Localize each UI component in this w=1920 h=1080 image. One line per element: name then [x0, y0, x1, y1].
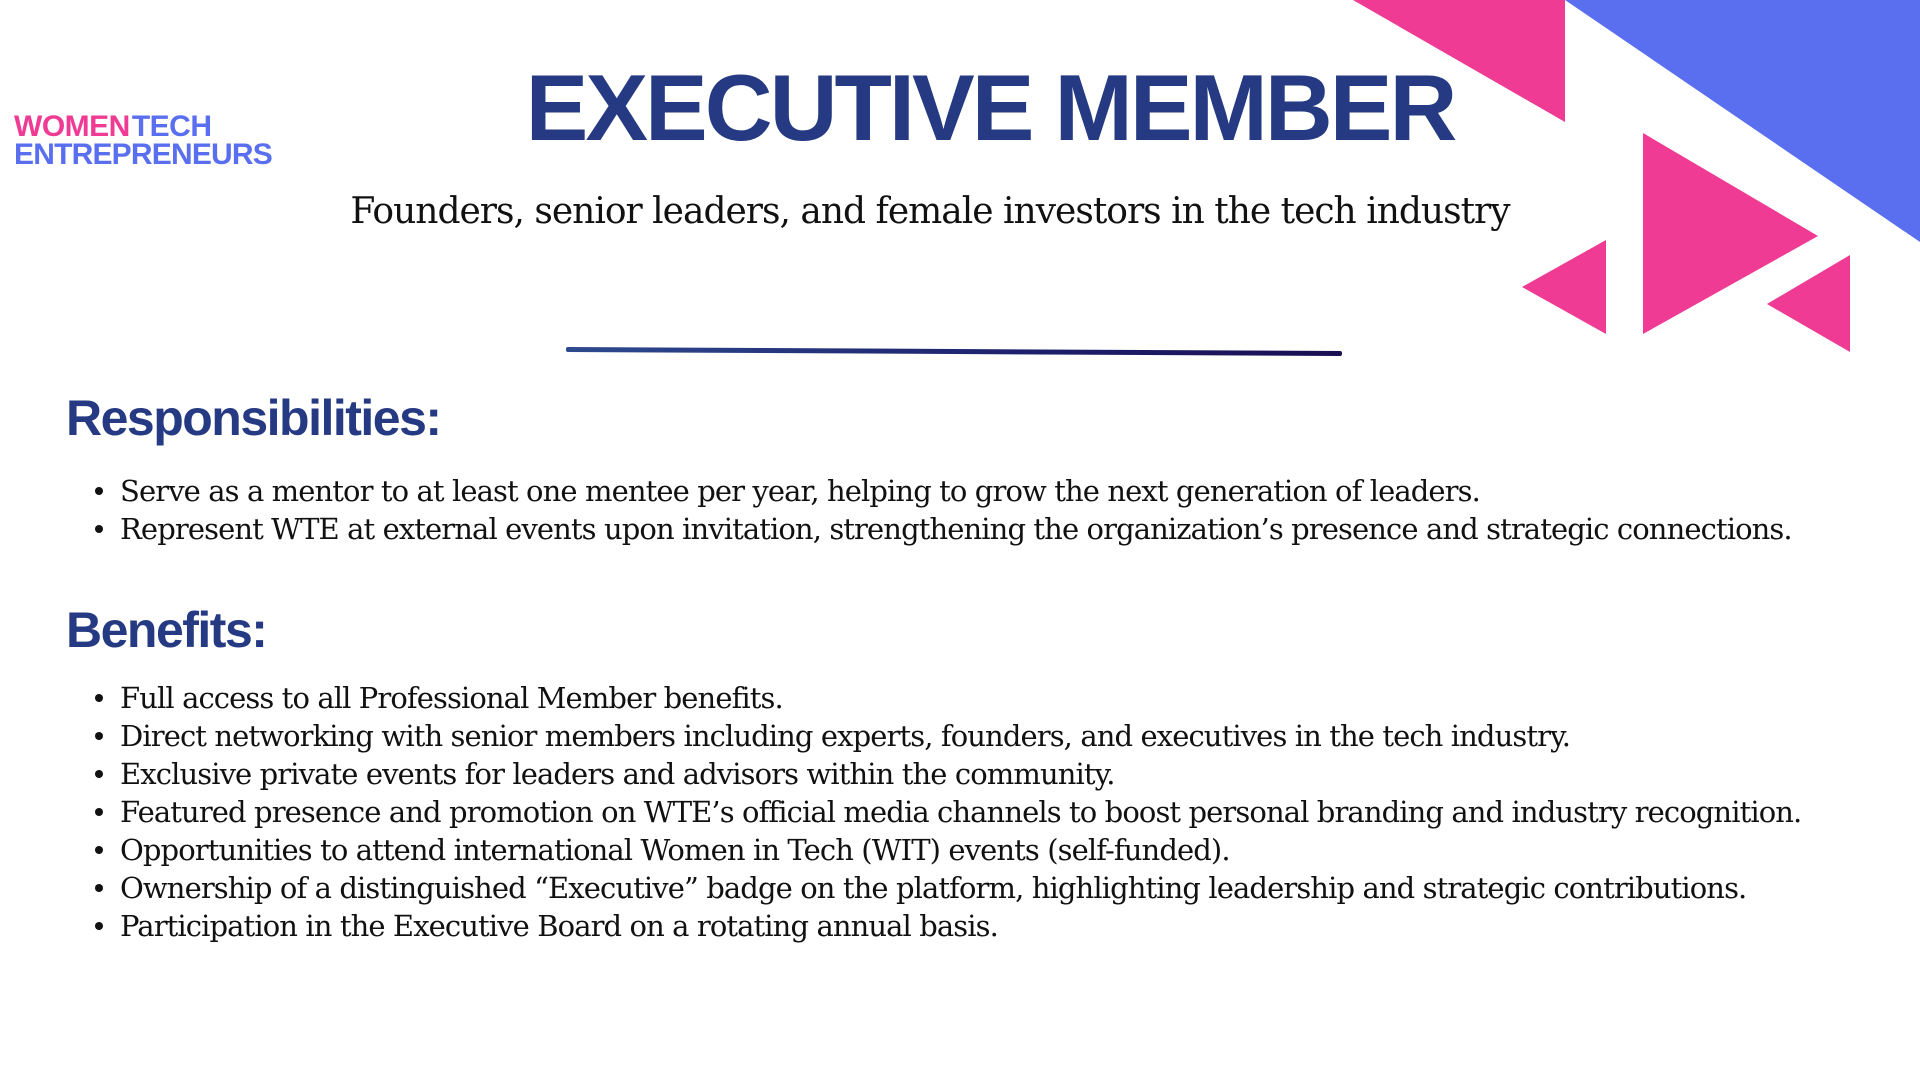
benefits-list [120, 679, 1812, 945]
page-title: EXECUTIVE MEMBER [525, 55, 1455, 160]
list-item: Featured presence and promotion on WTE’s official media channels to boost personal branding and industry recognition. [120, 793, 1812, 831]
responsibilities-heading: Responsibilities: [66, 390, 441, 446]
list-item: Exclusive private events for leaders and advisors within the community. [120, 755, 1812, 793]
list-item: Ownership of a distinguished “Executive” badge on the platform, highlighting leadership and strategic contributions. [120, 869, 1812, 907]
list-item: Opportunities to attend international Women in Tech (WIT) events (self-funded). [120, 831, 1812, 869]
logo-entrepreneurs-text: ENTREPRENEURS [14, 138, 272, 171]
logo-women-text: WOMEN [14, 110, 130, 143]
page-subtitle: Founders, senior leaders, and female investors in the tech industry [350, 191, 1510, 232]
list-item: Serve as a mentor to at least one mentee per year, helping to grow the next generation of leaders. [120, 472, 1812, 510]
list-item: Direct networking with senior members including experts, founders, and executives in the tech industry. [120, 717, 1812, 755]
responsibilities-list [120, 472, 1812, 548]
benefits-heading: Benefits: [66, 602, 267, 658]
women-tech-entrepreneurs-logo [14, 112, 274, 170]
list-item: Full access to all Professional Member benefits. [120, 679, 1812, 717]
pink-right-triangle [1767, 255, 1850, 352]
list-item: Participation in the Executive Board on a rotating annual basis. [120, 907, 1812, 945]
pink-left-triangle [1522, 240, 1606, 334]
logo-tech-text: TECH [131, 110, 212, 143]
list-item: Represent WTE at external events upon invitation, strengthening the organization’s presence and strategic connections. [120, 510, 1812, 548]
